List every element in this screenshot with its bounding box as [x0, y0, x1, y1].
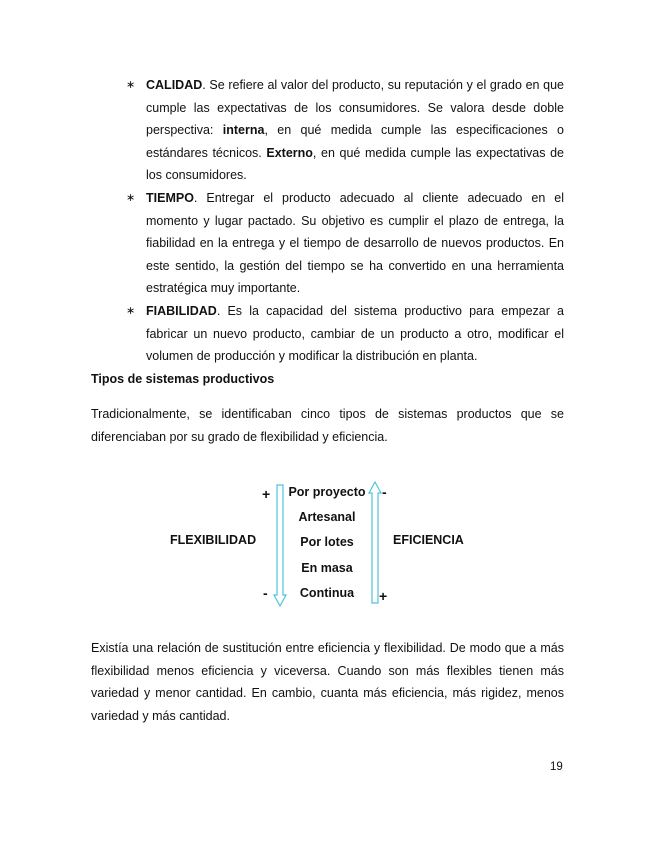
term-externo: Externo [266, 145, 313, 160]
efficiency-label: EFICIENCIA [393, 533, 464, 547]
bullet-icon: ∗ [126, 191, 136, 204]
tiempo-text: . Entregar el producto adecuado al cliente adecuado en el momento y lugar pactado. Su objetivo es cumplir el plazo de entrega, la fiabilidad en la entrega y el tiempo de desarrollo de nuevos productos. En este sentido, la gestión del tiempo se ha convertido en una herramienta estratégica muy importante. [146, 190, 564, 296]
right-top-sign: - [382, 484, 387, 500]
fiabilidad-text: . Es la capacidad del sistema productivo para empezar a fabricar un nuevo producto, cambiar de un producto a otro, modificar el volumen de producción y modificar la distribución en planta. [146, 303, 564, 364]
flexibility-label: FLEXIBILIDAD [170, 533, 257, 547]
list-item-fiabilidad [126, 300, 564, 368]
level-por-proyecto: Por proyecto [288, 485, 366, 499]
up-arrow-icon [369, 482, 381, 604]
bullet-icon: ∗ [126, 79, 136, 91]
right-bottom-sign: + [379, 588, 388, 604]
left-bottom-sign: - [263, 585, 268, 601]
term-interna: interna [222, 123, 265, 138]
term-fiabilidad: FIABILIDAD [146, 303, 217, 318]
page-number: 19 [550, 761, 563, 773]
level-artesanal: Artesanal [298, 510, 356, 524]
section-heading: Tipos de sistemas productivos [91, 372, 275, 386]
left-top-sign: + [262, 486, 271, 502]
flexibility-efficiency-diagram [0, 470, 655, 620]
conclusion-paragraph: Existía una relación de sustitución entre eficiencia y flexibilidad. De modo que a más flexibilidad menos eficiencia y viceversa. Cuando son más flexibles tienen más variedad y menor cantidad. En cambio, cuanta más eficiencia, más rigidez, menos variedad y más cantidad. [91, 641, 564, 723]
level-en-masa: En masa [301, 561, 353, 575]
term-tiempo: TIEMPO [146, 190, 194, 205]
list-item-tiempo [126, 187, 564, 300]
term-calidad: CALIDAD [146, 78, 203, 92]
calidad-text-3: , en qué medida cumple las expectativas de los consumidores. [146, 145, 564, 183]
criteria-list [126, 74, 564, 368]
intro-paragraph: Tradicionalmente, se identificaban cinco tipos de sistemas productos que se diferenciaban por su grado de flexibilidad y eficiencia. [91, 407, 564, 444]
level-continua: Continua [299, 586, 355, 600]
list-item-calidad [126, 74, 564, 187]
bullet-icon: ∗ [126, 304, 136, 317]
calidad-text: . Se refiere al valor del producto, su reputación y el grado en que cumple las expectativas de los consumidores. Se valora desde doble perspectiva: [146, 78, 564, 138]
calidad-text-2: , en qué medida cumple las especificaciones o estándares técnicos. [146, 123, 565, 160]
level-por-lotes: Por lotes [300, 535, 354, 549]
